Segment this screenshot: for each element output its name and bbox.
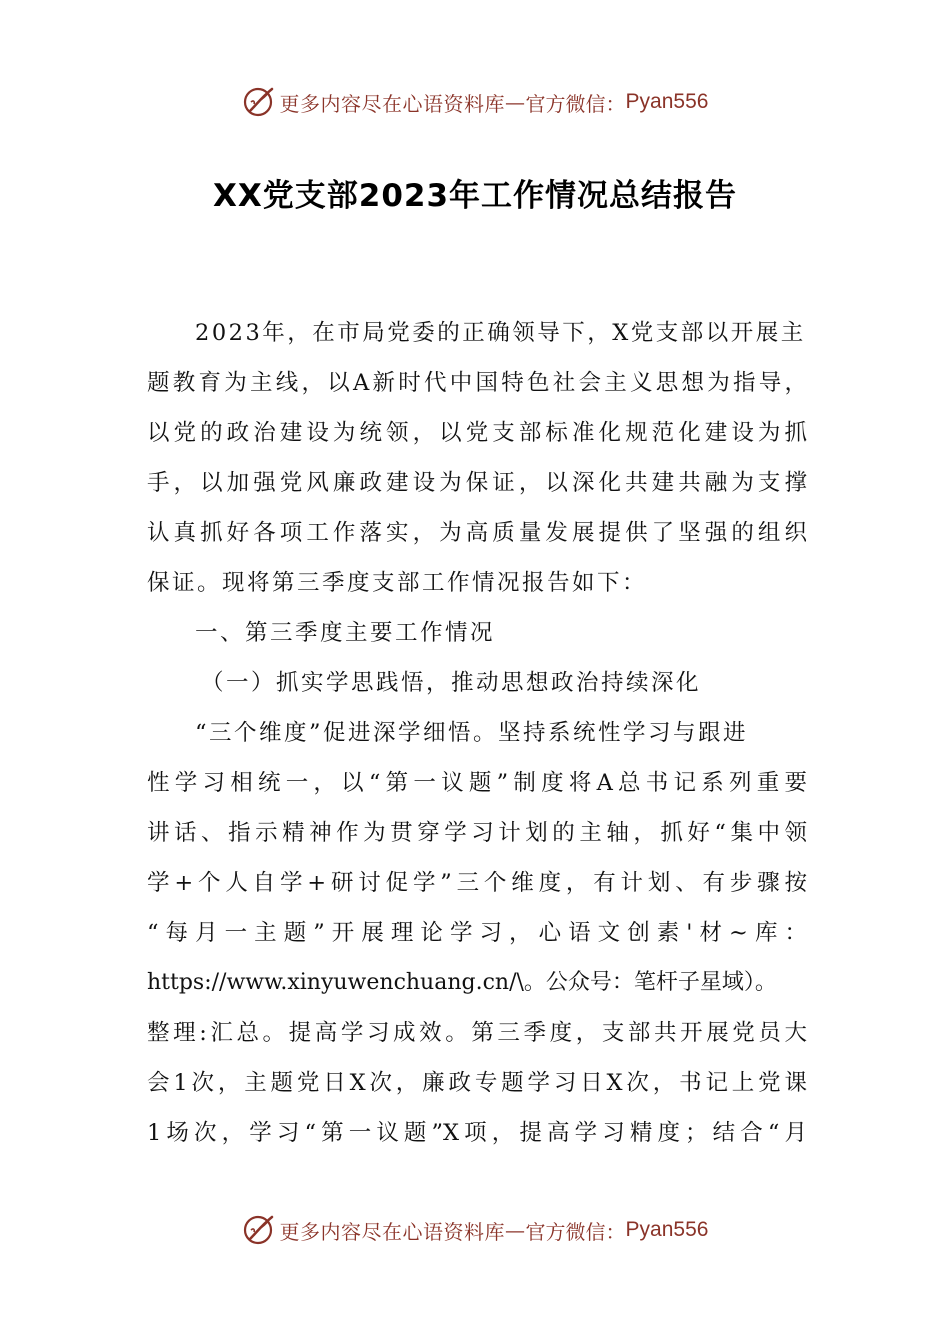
quill-logo-icon — [242, 1213, 276, 1247]
paragraph-line: 性学习相统一，以“第一议题”制度将A总书记系列重要 — [147, 770, 807, 796]
paragraph-line: 1场次，学习“第一议题”X项，提高学习精度；结合“月 — [147, 1120, 807, 1146]
paragraph-line: 整理:汇总。提高学习成效。第三季度，支部共开展党员大 — [147, 1020, 807, 1046]
banner-wechat-label: 官方微信： — [525, 91, 626, 116]
paragraph-line: 会1次，主题党日X次，廉政专题学习日X次，书记上党课 — [147, 1070, 807, 1096]
banner-wechat-id: Pyan556 — [625, 1218, 709, 1241]
paragraph-line: 学+个人自学+研讨促学”三个维度，有计划、有步骤按 — [147, 870, 807, 896]
paragraph-line: 手，以加强党风廉政建设为保证，以深化共建共融为支撑 — [147, 470, 807, 496]
banner-dash: — — [505, 1218, 526, 1242]
paragraph-line: 2023年，在市局党委的正确领导下，X党支部以开展主 — [195, 320, 806, 346]
document-title: XX党支部2023年工作情况总结报告 — [212, 178, 738, 214]
paragraph-line: 讲话、指示精神作为贯穿学习计划的主轴，抓好“集中领 — [147, 820, 807, 846]
paragraph-line: “三个维度”促进深学细悟。坚持系统性学习与跟进 — [195, 720, 749, 746]
paragraph-line: 认真抓好各项工作落实，为高质量发展提供了坚强的组织 — [147, 520, 807, 546]
section-heading: 一、第三季度主要工作情况 — [195, 620, 496, 646]
paragraph-line: 保证。现将第三季度支部工作情况报告如下： — [147, 570, 648, 596]
paragraph-line: “每月一主题”开展理论学习，心语文创素'材~库： — [147, 920, 807, 946]
banner-dash: — — [505, 90, 526, 114]
banner-text: 更多内容尽在心语资料库 — [279, 1219, 506, 1244]
document-body — [147, 308, 807, 1158]
footer-watermark-banner — [0, 1208, 950, 1252]
banner-text: 更多内容尽在心语资料库 — [279, 91, 506, 116]
subsection-heading: （一）抓实学思践悟，推动思想政治持续深化 — [201, 670, 702, 696]
header-watermark-banner — [0, 80, 950, 124]
paragraph-line: https://www.xinyuwenchuang.cn/\。公众号：笔杆子星域）。 — [147, 970, 777, 995]
banner-wechat-id: Pyan556 — [625, 90, 709, 113]
paragraph-line: 以党的政治建设为统领，以党支部标准化规范化建设为抓 — [147, 420, 807, 446]
banner-wechat-label: 官方微信： — [525, 1219, 626, 1244]
quill-logo-icon — [242, 85, 276, 119]
paragraph-line: 题教育为主线，以A新时代中国特色社会主义思想为指导， — [147, 370, 807, 396]
